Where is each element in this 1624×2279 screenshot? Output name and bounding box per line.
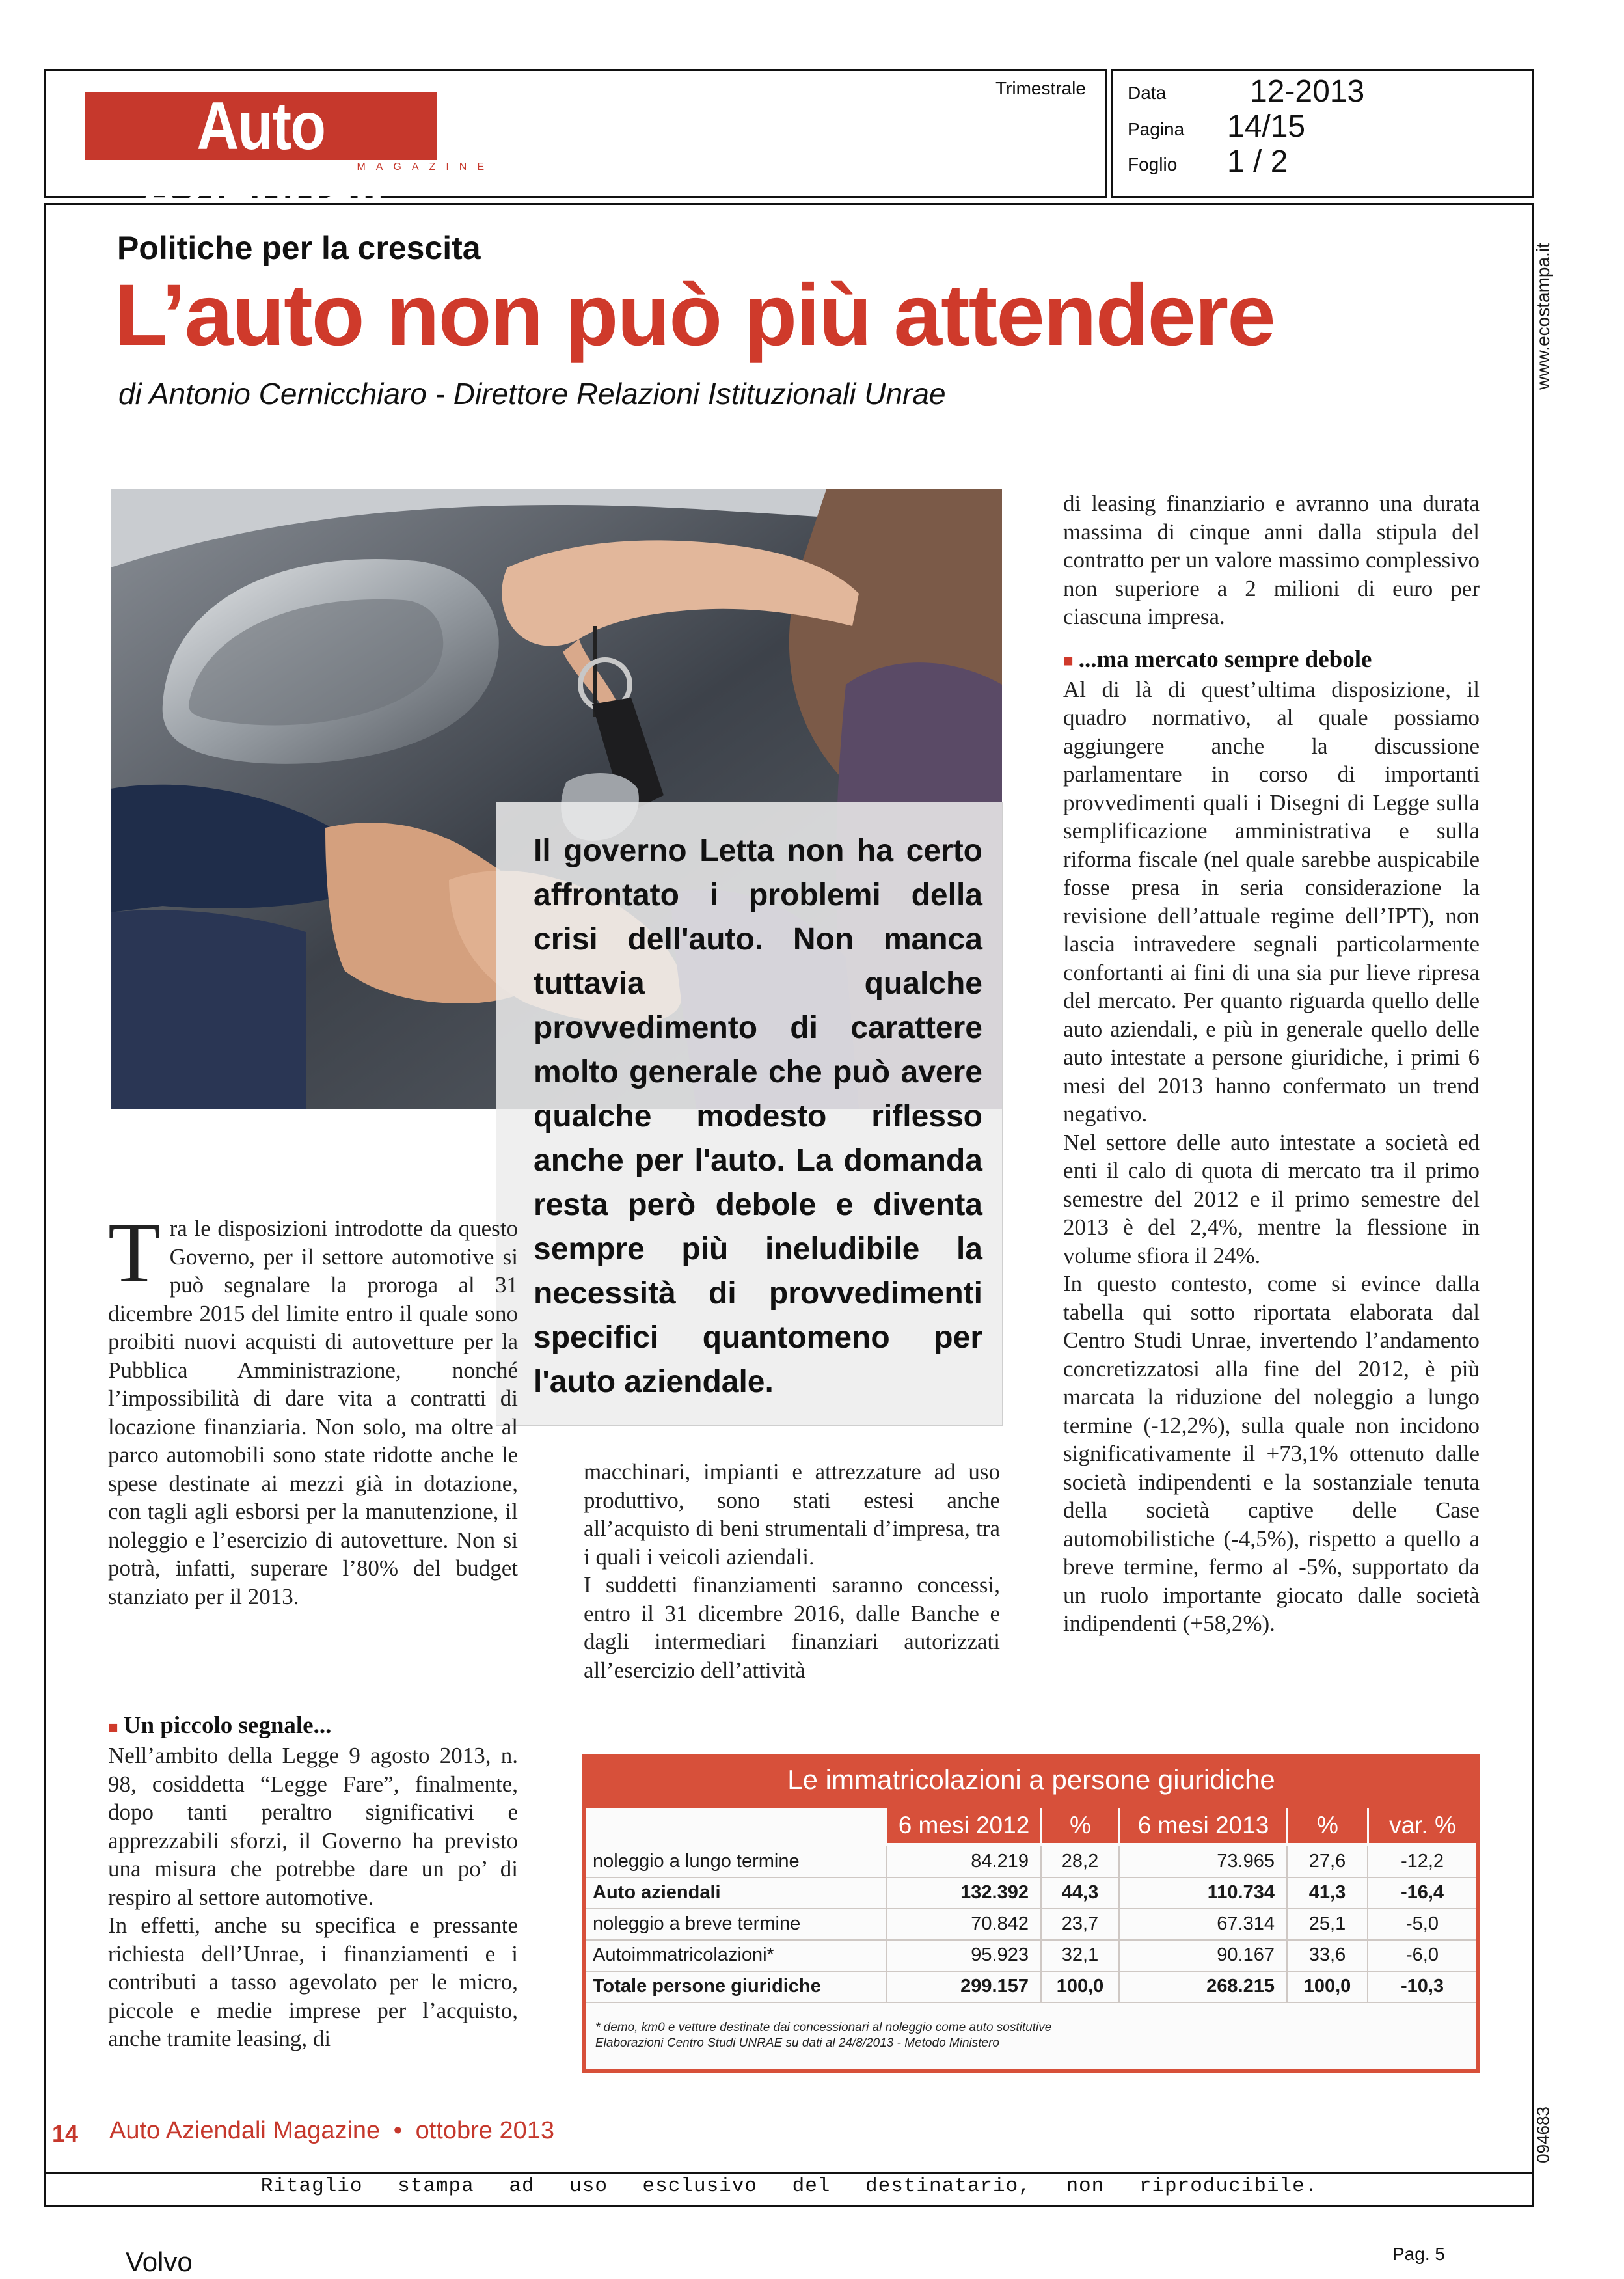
column-3-paragraph-3: Nel settore delle auto intestate a società ed enti il calo di quota di mercato tra il primo semestre del 2012 e il primo semestre del 2013 è del 2,4%, mentre la flessione in volume sfiora il 24%.	[1063, 1129, 1480, 1268]
cell-var: -10,3	[1367, 1971, 1476, 2002]
cell-2012: 70.842	[886, 1908, 1040, 1939]
column-1-bottom	[108, 1712, 518, 2053]
table-row-total	[586, 1971, 1476, 2003]
sheet-label: Foglio	[1128, 154, 1178, 174]
table-row	[586, 1846, 1476, 1878]
magazine-logo	[85, 89, 494, 232]
page-value: 14/15	[1227, 109, 1306, 144]
table-footnote-line-1: * demo, km0 e vetture destinate dai concessionari al noleggio come auto sostitutive	[595, 2021, 1052, 2034]
table-title: Le immatricolazioni a persone giuridiche	[586, 1758, 1476, 1808]
drop-cap: T	[108, 1205, 161, 1300]
cell-pct-2013: 33,6	[1286, 1939, 1367, 1971]
date-value: 12-2013	[1250, 74, 1365, 109]
website-watermark: www.ecostampa.it	[1533, 243, 1553, 390]
clipping-notice: Ritaglio stampa ad uso esclusivo del destinatario, non riproducibile.	[260, 2175, 1318, 2198]
registrations-table	[582, 1754, 1480, 2073]
cell-pct-2012: 100,0	[1040, 1971, 1118, 2002]
publication-frequency: Trimestrale	[995, 78, 1086, 98]
table-header-6m-2013: 6 mesi 2013	[1118, 1808, 1286, 1843]
logo-main-text: Auto Aziendali	[85, 92, 437, 160]
cell-pct-2012: 28,2	[1040, 1846, 1118, 1877]
table-row	[586, 1939, 1476, 1972]
cell-2013: 90.167	[1118, 1939, 1286, 1971]
column-2-paragraph-2: I suddetti finanziamenti saranno concessi, entro il 31 dicembre 2016, dalle Banche e dagli intermediari finanziari autorizzati all’esercizio dell’attività	[584, 1572, 1000, 1683]
subhead-mercato-debole	[1063, 646, 1480, 676]
table-footnote	[595, 2020, 1051, 2051]
row-label: Auto aziendali	[593, 1882, 721, 1903]
column-2-paragraph-1: macchinari, impianti e attrezzature ad uso produttivo, sono stati estesi anche all’acquisto di beni strumentali d’impresa, tra i quali i veicoli aziendali.	[584, 1459, 1000, 1570]
column-1-paragraph-2: Nell’ambito della Legge 9 agosto 2013, n. 98, cosiddetta “Legge Fare”, finalmente, dopo tanti peraltro significativi e apprezzabili sforzi, il Governo ha previsto una misura che potrebbe dare un po’ di respiro al settore automotive.	[108, 1743, 518, 1910]
article-headline: L’auto non può più attendere	[115, 267, 1275, 364]
row-label: noleggio a lungo termine	[593, 1851, 800, 1872]
row-label: Totale persone giuridiche	[593, 1976, 821, 1997]
column-1-paragraph-1-text: ra le disposizioni introdotte da questo Governo, per il settore automotive si può segnalare la proroga al 31 dicembre 2015 del limite entro il quale sono proibiti nuovi acquisti di autovetture per la Pubblica Amministrazione, nonché l’impossibilità di dare vita a contratti di locazione finanziaria. Non solo, ma oltre al parco automobili sono state ridotte anche le spese destinate ai mezzi già in dotazione, con tagli agli esborsi per la manutenzione, il noleggio e l’esercizio di autovetture. Non si potrà, infatti, superare l’80% del budget stanziato per il 2013.	[108, 1216, 518, 1609]
pull-quote-box	[496, 802, 1003, 1426]
subhead-2-text: ...ma mercato sempre debole	[1078, 646, 1372, 673]
cell-2012: 299.157	[886, 1971, 1040, 2002]
article-kicker: Politiche per la crescita	[117, 230, 481, 266]
folio-page-number: 14	[52, 2120, 79, 2147]
table-header-var: var. %	[1367, 1808, 1476, 1843]
logo-sub-text: MAGAZINE	[357, 161, 494, 172]
column-1-paragraph-3: In effetti, anche su specifica e pressante richiesta dell’Unrae, i finanziamenti e i contributi a tasso agevolato per le micro, piccole e medie imprese per l’acquisto, anche tramite leasing, di	[108, 1913, 518, 2052]
folio-magazine-line	[109, 2117, 554, 2145]
cell-2013: 73.965	[1118, 1846, 1286, 1877]
cell-pct-2012: 23,7	[1040, 1908, 1118, 1939]
client-name: Volvo	[126, 2246, 193, 2277]
column-2	[584, 1458, 1000, 1684]
table-row	[586, 1908, 1476, 1941]
cell-pct-2013: 41,3	[1286, 1877, 1367, 1908]
table-header-6m-2012: 6 mesi 2012	[886, 1808, 1040, 1843]
cell-var: -12,2	[1367, 1846, 1476, 1877]
column-1-top	[108, 1205, 518, 1611]
cell-2013: 67.314	[1118, 1908, 1286, 1939]
table-row	[586, 1877, 1476, 1909]
cell-pct-2012: 44,3	[1040, 1877, 1118, 1908]
cell-2012: 95.923	[886, 1939, 1040, 1971]
folio-separator: •	[393, 2117, 403, 2144]
cell-var: -5,0	[1367, 1908, 1476, 1939]
column-3-paragraph-1: di leasing finanziario e avranno una durata massima di cinque anni dalla stipula del contratto per un valore massimo complessivo non superiore a 2 milioni di euro per ciascuna impresa.	[1063, 491, 1480, 629]
cell-pct-2013: 27,6	[1286, 1846, 1367, 1877]
table-footnote-line-2: Elaborazioni Centro Studi UNRAE su dati al 24/8/2013 - Metodo Ministero	[595, 2036, 999, 2050]
row-label: noleggio a breve termine	[593, 1913, 801, 1934]
table-header-pct-2012: %	[1040, 1808, 1118, 1843]
metadata-box	[1111, 69, 1534, 198]
cell-2013: 110.734	[1118, 1877, 1286, 1908]
pull-quote-text: Il governo Letta non ha certo affrontato i problemi della crisi dell'auto. Non manca tuttavia qualche provvedimento di carattere molto generale che può avere qualche modesto riflesso anche per l'auto. La domanda resta però debole e diventa sempre più ineludibile la necessità di provvedimenti specifici quantomeno per l'auto aziendale.	[534, 834, 982, 1399]
column-3-paragraph-4: In questo contesto, come si evince dalla tabella qui sotto riportata elaborata dal Centro Studi Unrae, invertendo l’andamento concretizzatosi alla fine del 2012, è più marcata la riduzione del noleggio a lungo termine (-12,2%), sulla quale non incidono significativamente il +73,1% ottenuto dalle società indipendenti e la sostanziale tenuta della società captive delle Case automobilistiche (-4,5%), rispetto a quello a breve termine, fermo al -5%, supportato da un ruolo importante giocato dalle società indipendenti (+58,2%).	[1063, 1271, 1480, 1637]
bullet-square-icon: ■	[1063, 651, 1074, 671]
date-label: Data	[1128, 83, 1167, 103]
row-label: Autoimmatricolazioni*	[593, 1945, 774, 1965]
footer-divider	[46, 2172, 1532, 2174]
table-header-pct-2013: %	[1286, 1808, 1367, 1843]
cell-2013: 268.215	[1118, 1971, 1286, 2002]
subhead-un-piccolo-segnale	[108, 1712, 518, 1741]
document-page-label: Pag. 5	[1392, 2244, 1445, 2264]
subhead-1-text: Un piccolo segnale...	[123, 1712, 332, 1739]
column-1-paragraph-1	[108, 1205, 518, 1611]
clipping-code: 094683	[1533, 2107, 1553, 2163]
column-3-paragraph-2: Al di là di quest’ultima disposizione, il quadro normativo, al quale possiamo aggiungere anche la discussione parlamentare in corso di importanti provvedimenti quali i Disegni di Legge sulla semplificazione amministrativa e sulla riforma fiscale (nel quale sarebbe auspicabile fosse presa in seria considerazione la revisione dell’attuale regime dell’IPT), non lascia intravedere segnali particolarmente confortanti ai fini di una sia pur lieve ripresa del mercato. Per quanto riguarda quello delle auto aziendali, e più in generale quello delle auto intestate a persone giuridiche, i primi 6 mesi del 2013 hanno confermato un trend negativo.	[1063, 676, 1480, 1127]
folio-magazine-name: Auto Aziendali Magazine	[109, 2117, 381, 2144]
bullet-square-icon: ■	[108, 1717, 118, 1737]
folio-issue: ottobre 2013	[415, 2117, 555, 2144]
cell-var: -6,0	[1367, 1939, 1476, 1971]
column-3	[1063, 489, 1480, 1638]
article-byline: di Antonio Cernicchiaro - Direttore Relazioni Istituzionali Unrae	[118, 377, 946, 411]
page-label: Pagina	[1128, 119, 1185, 139]
cell-var: -16,4	[1367, 1877, 1476, 1908]
cell-pct-2013: 100,0	[1286, 1971, 1367, 2002]
cell-2012: 84.219	[886, 1846, 1040, 1877]
sheet-value: 1 / 2	[1227, 144, 1288, 179]
cell-2012: 132.392	[886, 1877, 1040, 1908]
cell-pct-2012: 32,1	[1040, 1939, 1118, 1971]
cell-pct-2013: 25,1	[1286, 1908, 1367, 1939]
